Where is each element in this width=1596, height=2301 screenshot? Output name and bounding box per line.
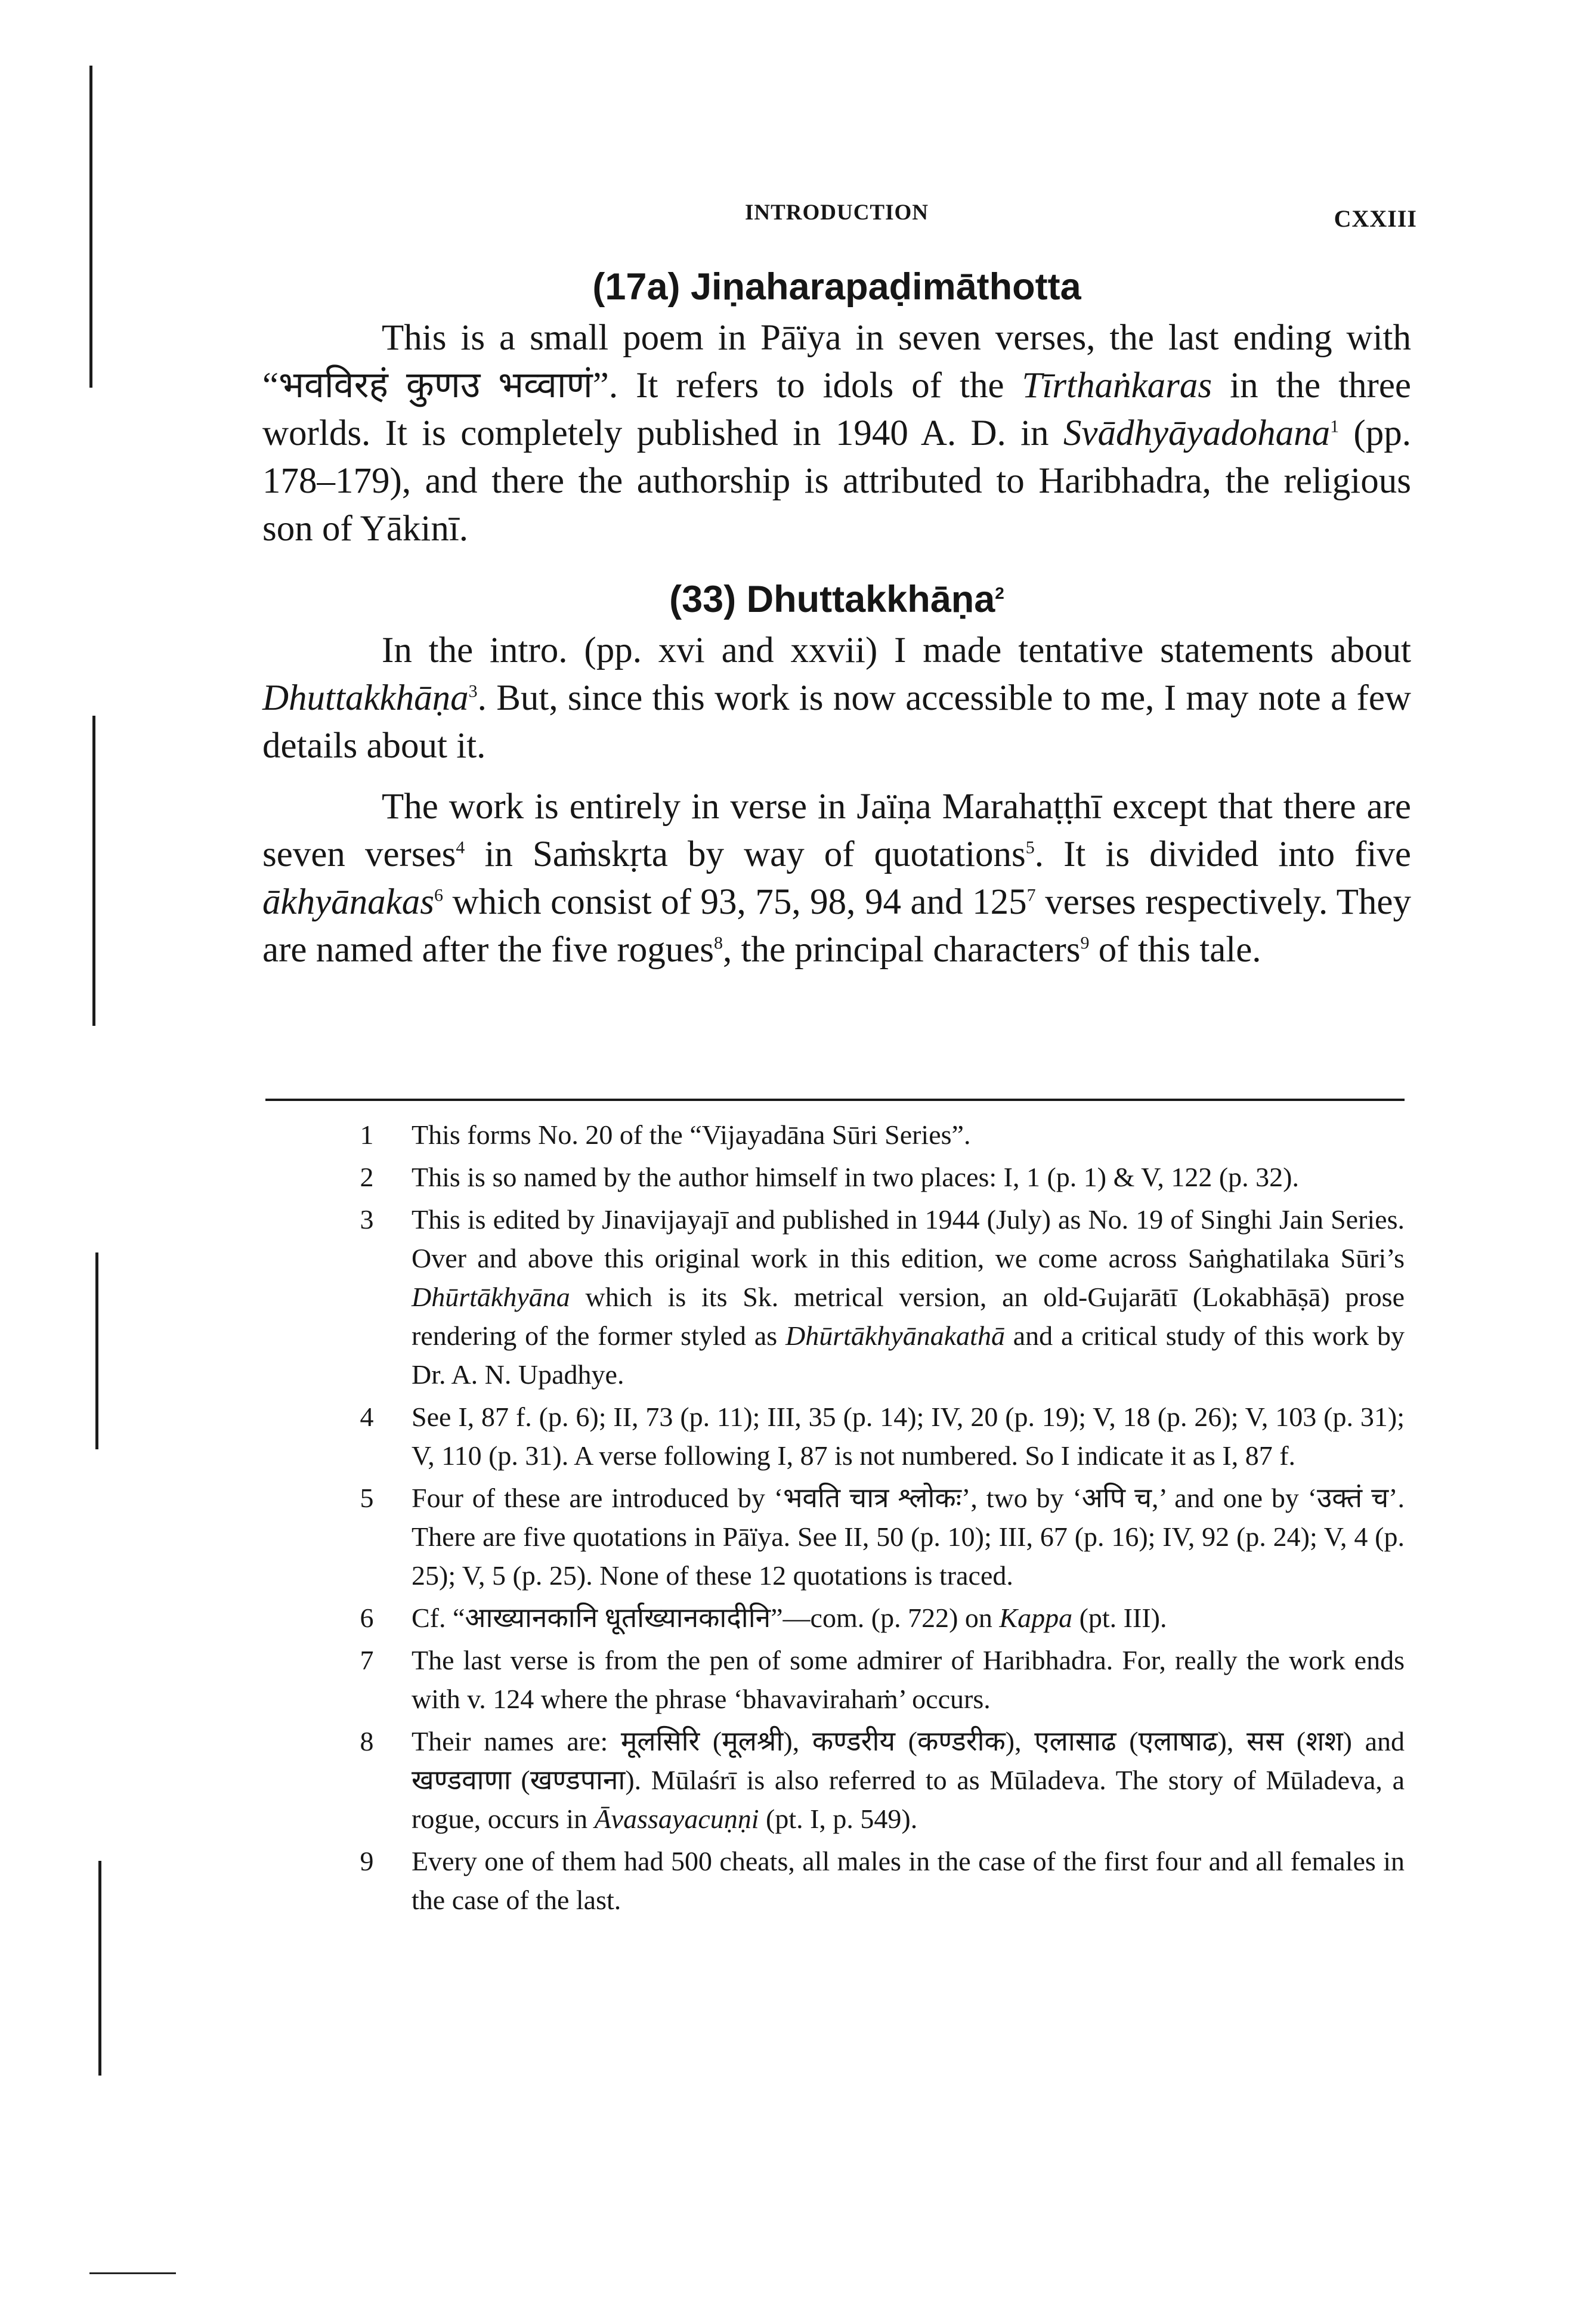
footnote xyxy=(352,1641,1405,1718)
text-run: which consist of 93, 75, 98, 94 and 125 xyxy=(443,882,1027,922)
footnote xyxy=(352,1479,1405,1595)
paragraph xyxy=(262,783,1411,974)
text-run: The last verse is from the pen of some admirer of Haribhadra. For, really the work ends with v. 124 where the phrase ‘bhavavirahaṁ’ occurs. xyxy=(412,1645,1405,1714)
text-run: of this tale. xyxy=(1089,930,1261,970)
footnote-number: 2 xyxy=(360,1162,374,1192)
footnote-number: 8 xyxy=(360,1726,374,1756)
main-text xyxy=(262,259,1411,974)
section-heading-dhuttakkhana xyxy=(262,566,1411,627)
scan-margin-line xyxy=(89,66,92,388)
paragraph xyxy=(262,314,1411,553)
footnote xyxy=(352,1158,1405,1196)
text-run: Their names are: मूलसिरि (मूलश्री), कण्डरीय (कण्डरीक), एलासाढ (एलाषाढ), सस (शश) and खण्डवाणा (खण्डपाना). Mūlaśrī is also referred to as Mūladeva. The story of Mūladeva, a rogue, occurs in xyxy=(412,1726,1405,1834)
section-heading-text: (17a) Jiṇaharapaḍimāthotta xyxy=(592,266,1081,308)
footnote-text xyxy=(412,1402,1405,1471)
footnote-ref: 8 xyxy=(714,933,723,953)
footnote-number: 7 xyxy=(360,1645,374,1675)
footnote-number: 6 xyxy=(360,1603,374,1633)
footnote-text xyxy=(412,1603,1167,1633)
footnote xyxy=(352,1842,1405,1919)
text-run: See I, 87 f. (p. 6); II, 73 (p. 11); III, 35 (p. 14); IV, 20 (p. 19); V, 18 (p. 26); V, 103 (p. 31); V, 110 (p. 31). A verse following I, 87 is not numbered. So I indicate it as I, 87 f. xyxy=(412,1402,1405,1471)
text-run: In the intro. (pp. xvi and xxvii) I made tentative statements about xyxy=(382,630,1411,670)
footnote-text xyxy=(412,1204,1405,1390)
footnote-rule xyxy=(265,1099,1405,1101)
text-run: in Saṁskṛta by way of quotations xyxy=(465,834,1026,874)
text-run: in the three worlds. It is completely published in 1940 A. D. in xyxy=(262,366,1411,453)
footnote-text xyxy=(412,1483,1405,1591)
footnote-ref: 3 xyxy=(468,681,478,701)
footnote xyxy=(352,1115,1405,1154)
italic-term: Dhuttakkhāṇa xyxy=(262,678,469,718)
italic-term: Dhūrtākhyānakathā xyxy=(785,1320,1005,1351)
scan-margin-line xyxy=(95,1252,98,1449)
footnote-text xyxy=(412,1726,1405,1834)
footnotes xyxy=(352,1115,1405,1923)
italic-term: ākhyānakas xyxy=(262,882,434,922)
footnote-number: 5 xyxy=(360,1483,374,1513)
italic-term: Svādhyāyadohana xyxy=(1063,413,1331,453)
footnote-ref: 4 xyxy=(456,837,465,858)
page-header xyxy=(262,200,1417,236)
footnote-text xyxy=(412,1119,970,1150)
text-run: The work is entirely in verse in Jaïṇa Marahaṭṭhī except that there are seven verses xyxy=(262,787,1411,874)
footnote-ref: 2 xyxy=(995,584,1004,602)
scan-bottom-mark xyxy=(89,2272,176,2274)
section-heading-text: (33) Dhuttakkhāṇa xyxy=(669,579,995,620)
footnote xyxy=(352,1397,1405,1475)
scan-margin-line xyxy=(98,1861,101,2076)
text-run: . But, since this work is now accessible to me, I may note a few details about it. xyxy=(262,678,1411,766)
footnote xyxy=(352,1598,1405,1637)
scan-margin-line xyxy=(92,716,95,1026)
footnote-ref: 6 xyxy=(434,885,443,905)
footnote-text xyxy=(412,1645,1405,1714)
footnote-number: 3 xyxy=(360,1204,374,1235)
footnote-number: 4 xyxy=(360,1402,374,1432)
text-run: Every one of them had 500 cheats, all males in the case of the first four and all females in the case of the last. xyxy=(412,1846,1405,1915)
text-run: This is edited by Jinavijayajī and published in 1944 (July) as No. 19 of Singhi Jain Series. Over and above this original work in this edition, we come across Saṅghatilaka Sūri’s xyxy=(412,1204,1405,1273)
footnote-text xyxy=(412,1162,1299,1192)
text-run: , the principal characters xyxy=(723,930,1081,970)
text-run: This forms No. 20 of the “Vijayadāna Sūri Series”. xyxy=(412,1119,971,1150)
page-number: CXXIII xyxy=(1334,205,1417,232)
text-run: (pt. I, p. 549). xyxy=(759,1804,918,1834)
footnote-number: 9 xyxy=(360,1846,374,1876)
italic-term: Tīrthaṅkaras xyxy=(1022,366,1213,406)
text-run: (pt. III). xyxy=(1072,1603,1167,1633)
footnote-ref: 7 xyxy=(1026,885,1036,905)
text-run: which is its Sk. metrical version, an old-Gujarātī (Lokabhāṣā) prose rendering of the former styled as xyxy=(412,1282,1405,1351)
section-heading-jinaharapadimathotta xyxy=(262,259,1411,314)
footnote-number: 1 xyxy=(360,1119,374,1150)
running-head: INTRODUCTION xyxy=(744,200,929,225)
italic-term: Āvassayacuṇṇi xyxy=(594,1804,759,1834)
footnote-ref: 1 xyxy=(1330,416,1340,437)
footnote-text xyxy=(412,1846,1405,1915)
paragraph xyxy=(262,627,1411,770)
text-run: verses respectively. They are named after the five rogues xyxy=(262,882,1411,970)
text-run: (pp. 178–179), and there the authorship is attributed to Haribhadra, the religious son of Yākinī. xyxy=(262,413,1411,549)
text-run: Four of these are introduced by ‘भवति चात्र श्लोकः’, two by ‘अपि च,’ and one by ‘उक्तं च’. There are five quotations in Pāïya. See II, 50 (p. 10); III, 67 (p. 16); IV, 92 (p. 24); V, 4 (p. 25); V, 5 (p. 25). None of these 12 quotations is traced. xyxy=(412,1483,1405,1591)
text-run: and a critical study of this work by Dr. A. N. Upadhye. xyxy=(412,1320,1405,1390)
footnote xyxy=(352,1200,1405,1394)
text-run: This is so named by the author himself in two places: I, 1 (p. 1) & V, 122 (p. 32). xyxy=(412,1162,1299,1192)
italic-term: Kappa xyxy=(999,1603,1073,1633)
footnote-ref: 5 xyxy=(1025,837,1035,858)
text-run: Cf. “आख्यानकानि धूर्ताख्यानकादीनि”—com. (p. 722) on xyxy=(412,1603,1000,1633)
footnote-ref: 9 xyxy=(1080,933,1090,953)
text-run: . It is divided into five xyxy=(1034,834,1411,874)
footnote xyxy=(352,1722,1405,1838)
italic-term: Dhūrtākhyāna xyxy=(412,1282,570,1312)
text-run: This is a small poem in Pāïya in seven verses, the last ending with “भवविरहं कुणउ भव्वाणं”. It refers to idols of the xyxy=(262,318,1411,406)
